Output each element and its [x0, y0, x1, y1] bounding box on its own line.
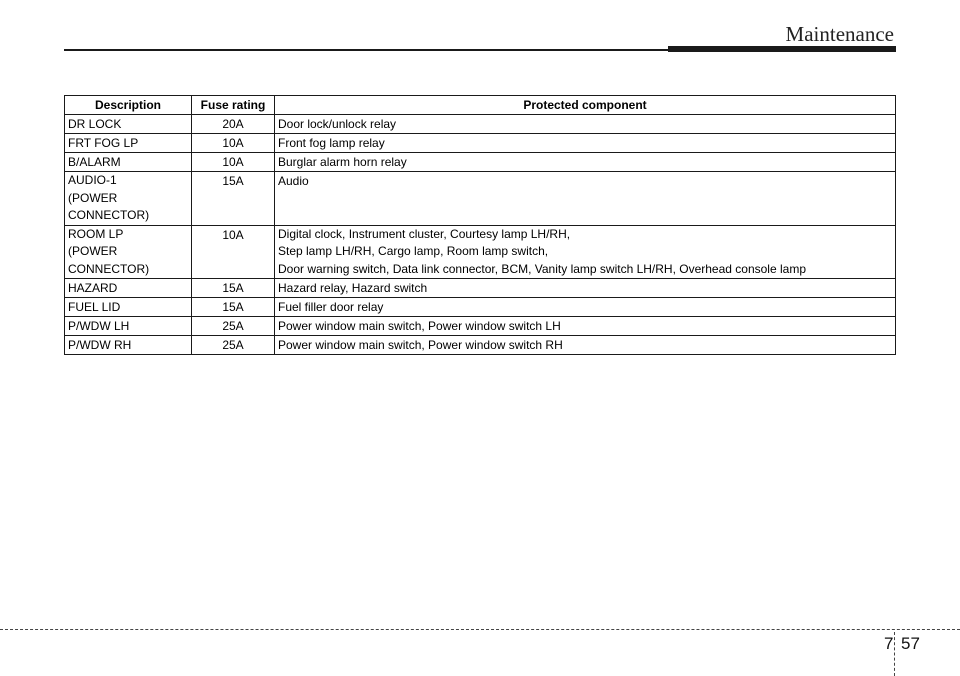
- fuse-description-line: CONNECTOR): [68, 261, 150, 276]
- table-row: [65, 298, 896, 317]
- protected-component-line: Hazard relay, Hazard switch: [278, 281, 428, 295]
- fuse-description-line: CONNECTOR): [68, 208, 150, 222]
- protected-component: [275, 172, 896, 226]
- protected-component: [275, 298, 896, 317]
- protected-component: [275, 115, 896, 134]
- fuse-description-line: (POWER: [68, 190, 118, 205]
- fuse-description-line: FUEL LID: [68, 300, 121, 314]
- header-protected-component: Protected component: [275, 96, 896, 115]
- protected-component-line: Power window main switch, Power window switch RH: [278, 338, 563, 352]
- fuse-table: [64, 95, 896, 355]
- fuse-description-line: HAZARD: [68, 281, 118, 295]
- fuse-rating: 10A: [192, 134, 275, 153]
- protected-component: [275, 336, 896, 355]
- table-row: [65, 172, 896, 226]
- fuse-description: [65, 115, 192, 134]
- fuse-description-line: FRT FOG LP: [68, 136, 139, 150]
- protected-component-line: Burglar alarm horn relay: [278, 155, 407, 169]
- fuse-rating: 15A: [192, 279, 275, 298]
- fuse-description: [65, 336, 192, 355]
- table-row: [65, 115, 896, 134]
- fuse-description: [65, 134, 192, 153]
- fuse-description-line: ROOM LP: [68, 226, 124, 241]
- fuse-rating: 10A: [192, 153, 275, 172]
- footer-rule: [0, 629, 960, 630]
- protected-component-line: Digital clock, Instrument cluster, Courtesy lamp LH/RH,: [278, 226, 571, 241]
- section-title: Maintenance: [785, 22, 894, 46]
- fuse-rating: 15A: [192, 298, 275, 317]
- page-number: 57: [901, 634, 920, 653]
- fuse-description-line: AUDIO-1: [68, 173, 117, 187]
- fuse-description: [65, 225, 192, 279]
- fuse-description: [65, 279, 192, 298]
- protected-component-line: Audio: [278, 174, 309, 188]
- fuse-description: [65, 153, 192, 172]
- header-rule-thick: [668, 46, 896, 52]
- fuse-description-line: P/WDW RH: [68, 338, 132, 352]
- fuse-description: [65, 317, 192, 336]
- protected-component: [275, 317, 896, 336]
- protected-component: [275, 134, 896, 153]
- fuse-description: [65, 172, 192, 226]
- protected-component-line: Fuel filler door relay: [278, 300, 384, 314]
- protected-component-line: Door lock/unlock relay: [278, 117, 397, 131]
- chapter-number: 7: [884, 634, 894, 653]
- fuse-description-line: DR LOCK: [68, 117, 122, 131]
- fuse-rating: 25A: [192, 336, 275, 355]
- protected-component: [275, 225, 896, 279]
- protected-component: [275, 153, 896, 172]
- fuse-description-line: B/ALARM: [68, 155, 121, 169]
- fuse-description-line: (POWER: [68, 244, 118, 258]
- table-row: [65, 336, 896, 355]
- fuse-description: [65, 298, 192, 317]
- table-row: [65, 153, 896, 172]
- header-description: Description: [65, 96, 192, 115]
- table-row: [65, 279, 896, 298]
- header-rule-thin: [64, 49, 670, 51]
- table-header-row: [65, 96, 896, 115]
- table-row: [65, 134, 896, 153]
- protected-component-line: Door warning switch, Data link connector, BCM, Vanity lamp switch LH/RH, Overhead console lamp: [278, 261, 806, 276]
- fuse-rating: 15A: [192, 172, 275, 226]
- fuse-description-line: P/WDW LH: [68, 319, 130, 333]
- fuse-rating: 10A: [192, 225, 275, 279]
- table-row: [65, 317, 896, 336]
- protected-component-line: Front fog lamp relay: [278, 136, 385, 150]
- protected-component-line: Step lamp LH/RH, Cargo lamp, Room lamp switch,: [278, 244, 549, 258]
- page-separator: [894, 632, 895, 676]
- protected-component-line: Power window main switch, Power window switch LH: [278, 319, 561, 333]
- fuse-rating: 25A: [192, 317, 275, 336]
- table-row: [65, 225, 896, 279]
- fuse-rating: 20A: [192, 115, 275, 134]
- header-fuse-rating: Fuse rating: [192, 96, 275, 115]
- protected-component: [275, 279, 896, 298]
